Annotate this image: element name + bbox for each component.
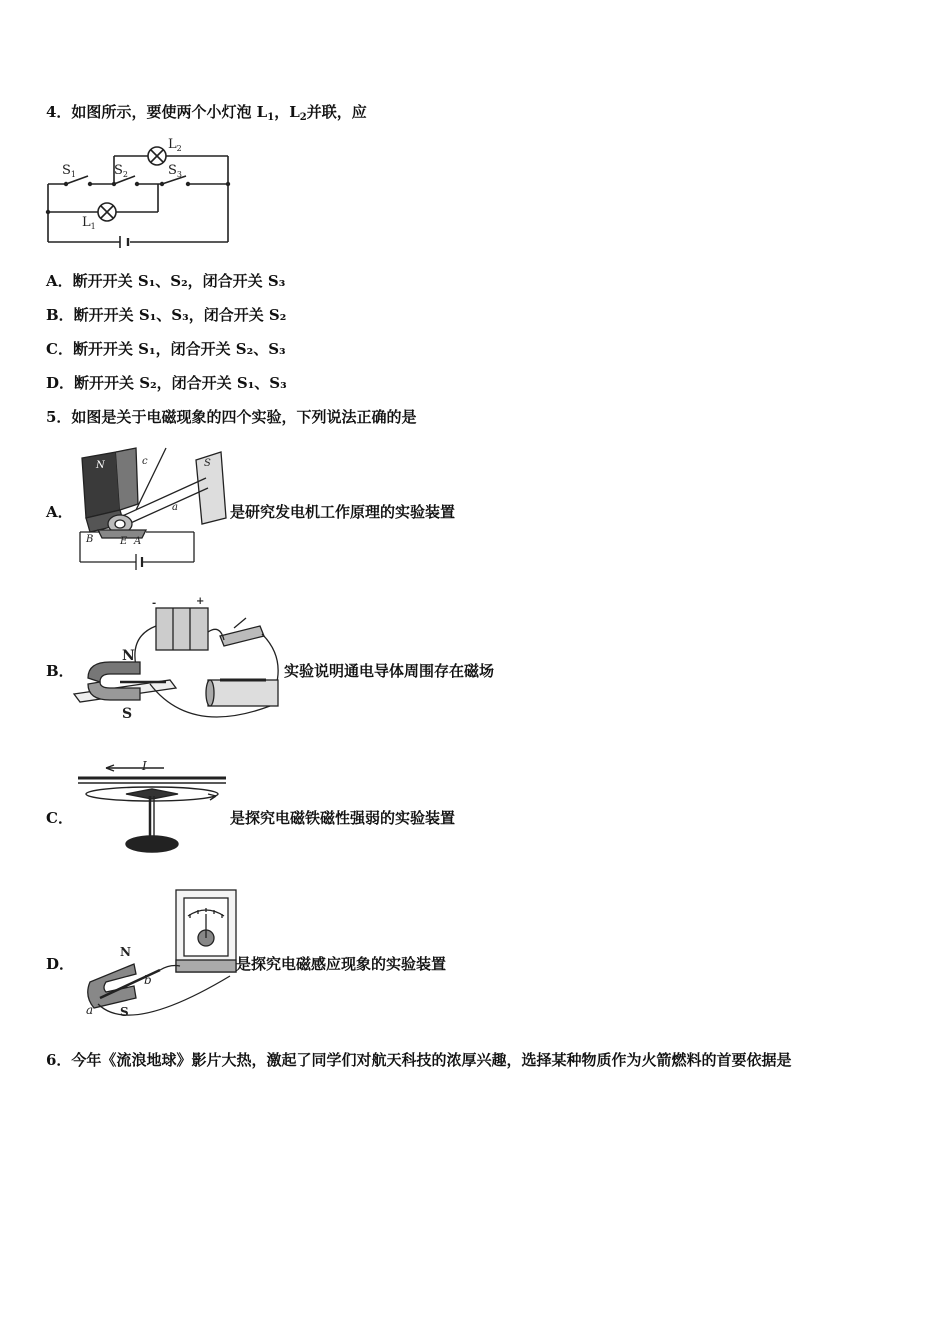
q5-option-d-label[interactable]: D． <box>46 955 75 973</box>
magnet-battery-circuit-figure <box>70 596 282 738</box>
svg-text:L2: $L_2$ <box>168 137 182 153</box>
svg-text:c: c <box>142 456 148 467</box>
q5-option-a-text: 是研究发电机工作原理的实验装置 <box>230 503 456 521</box>
svg-text:S1: $S_1$ <box>62 163 76 179</box>
svg-text:a: a <box>86 1003 94 1017</box>
q5-option-c-text: 是探究电磁铁磁性强弱的实验装置 <box>230 809 456 827</box>
q4-option-a[interactable]: A．断开开关 S₁、S₂，闭合开关 S₃ <box>46 272 286 290</box>
svg-text:I: I <box>142 759 147 773</box>
q4-option-b[interactable]: B．断开开关 S₁、S₃，闭合开关 S₂ <box>46 306 287 324</box>
svg-text:S: S <box>204 458 211 469</box>
q4-option-d[interactable]: D．断开开关 S₂，闭合开关 S₁、S₃ <box>46 374 287 392</box>
oersted-compass-figure <box>76 756 230 860</box>
svg-text:A: A <box>134 536 142 547</box>
q5-option-a-label[interactable]: A． <box>46 503 73 521</box>
svg-text:-: - <box>152 598 157 609</box>
svg-text:S: S <box>122 706 133 722</box>
question-5-stem: 5．如图是关于电磁现象的四个实验，下列说法正确的是 <box>46 408 417 426</box>
svg-text:N: N <box>120 945 131 959</box>
svg-text:a: a <box>172 502 178 513</box>
svg-text:b: b <box>144 973 152 987</box>
q5-option-c-label[interactable]: C． <box>46 809 73 827</box>
galvanometer-magnet-figure <box>80 886 240 1026</box>
svg-text:S3: $S_3$ <box>168 163 182 179</box>
svg-text:+: + <box>196 596 205 607</box>
svg-text:B: B <box>86 534 94 545</box>
svg-text:S2: $S_2$ <box>114 163 128 179</box>
q4-option-c[interactable]: C．断开开关 S₁，闭合开关 S₂、S₃ <box>46 340 286 358</box>
q5-option-d-text: 是探究电磁感应现象的实验装置 <box>236 955 447 973</box>
svg-text:N: N <box>96 460 105 471</box>
question-6-stem: 6．今年《流浪地球》影片大热，激起了同学们对航天科技的浓厚兴趣，选择某种物质作为火箭燃料的首要依据是 <box>46 1051 792 1069</box>
q5-option-b-label[interactable]: B． <box>46 662 74 680</box>
svg-text:L1: $L_1$ <box>82 215 96 231</box>
svg-text:N: N <box>122 648 135 664</box>
circuit-diagram <box>40 132 240 250</box>
svg-text:S: S <box>120 1005 129 1019</box>
q5-option-b-text: 实验说明通电导体周围存在磁场 <box>284 662 495 680</box>
generator-apparatus-figure <box>76 440 228 572</box>
svg-text:E: E <box>120 536 128 547</box>
question-4-stem: 4．如图所示，要使两个小灯泡 $L_1$，$L_2$并联，应 <box>46 103 367 123</box>
